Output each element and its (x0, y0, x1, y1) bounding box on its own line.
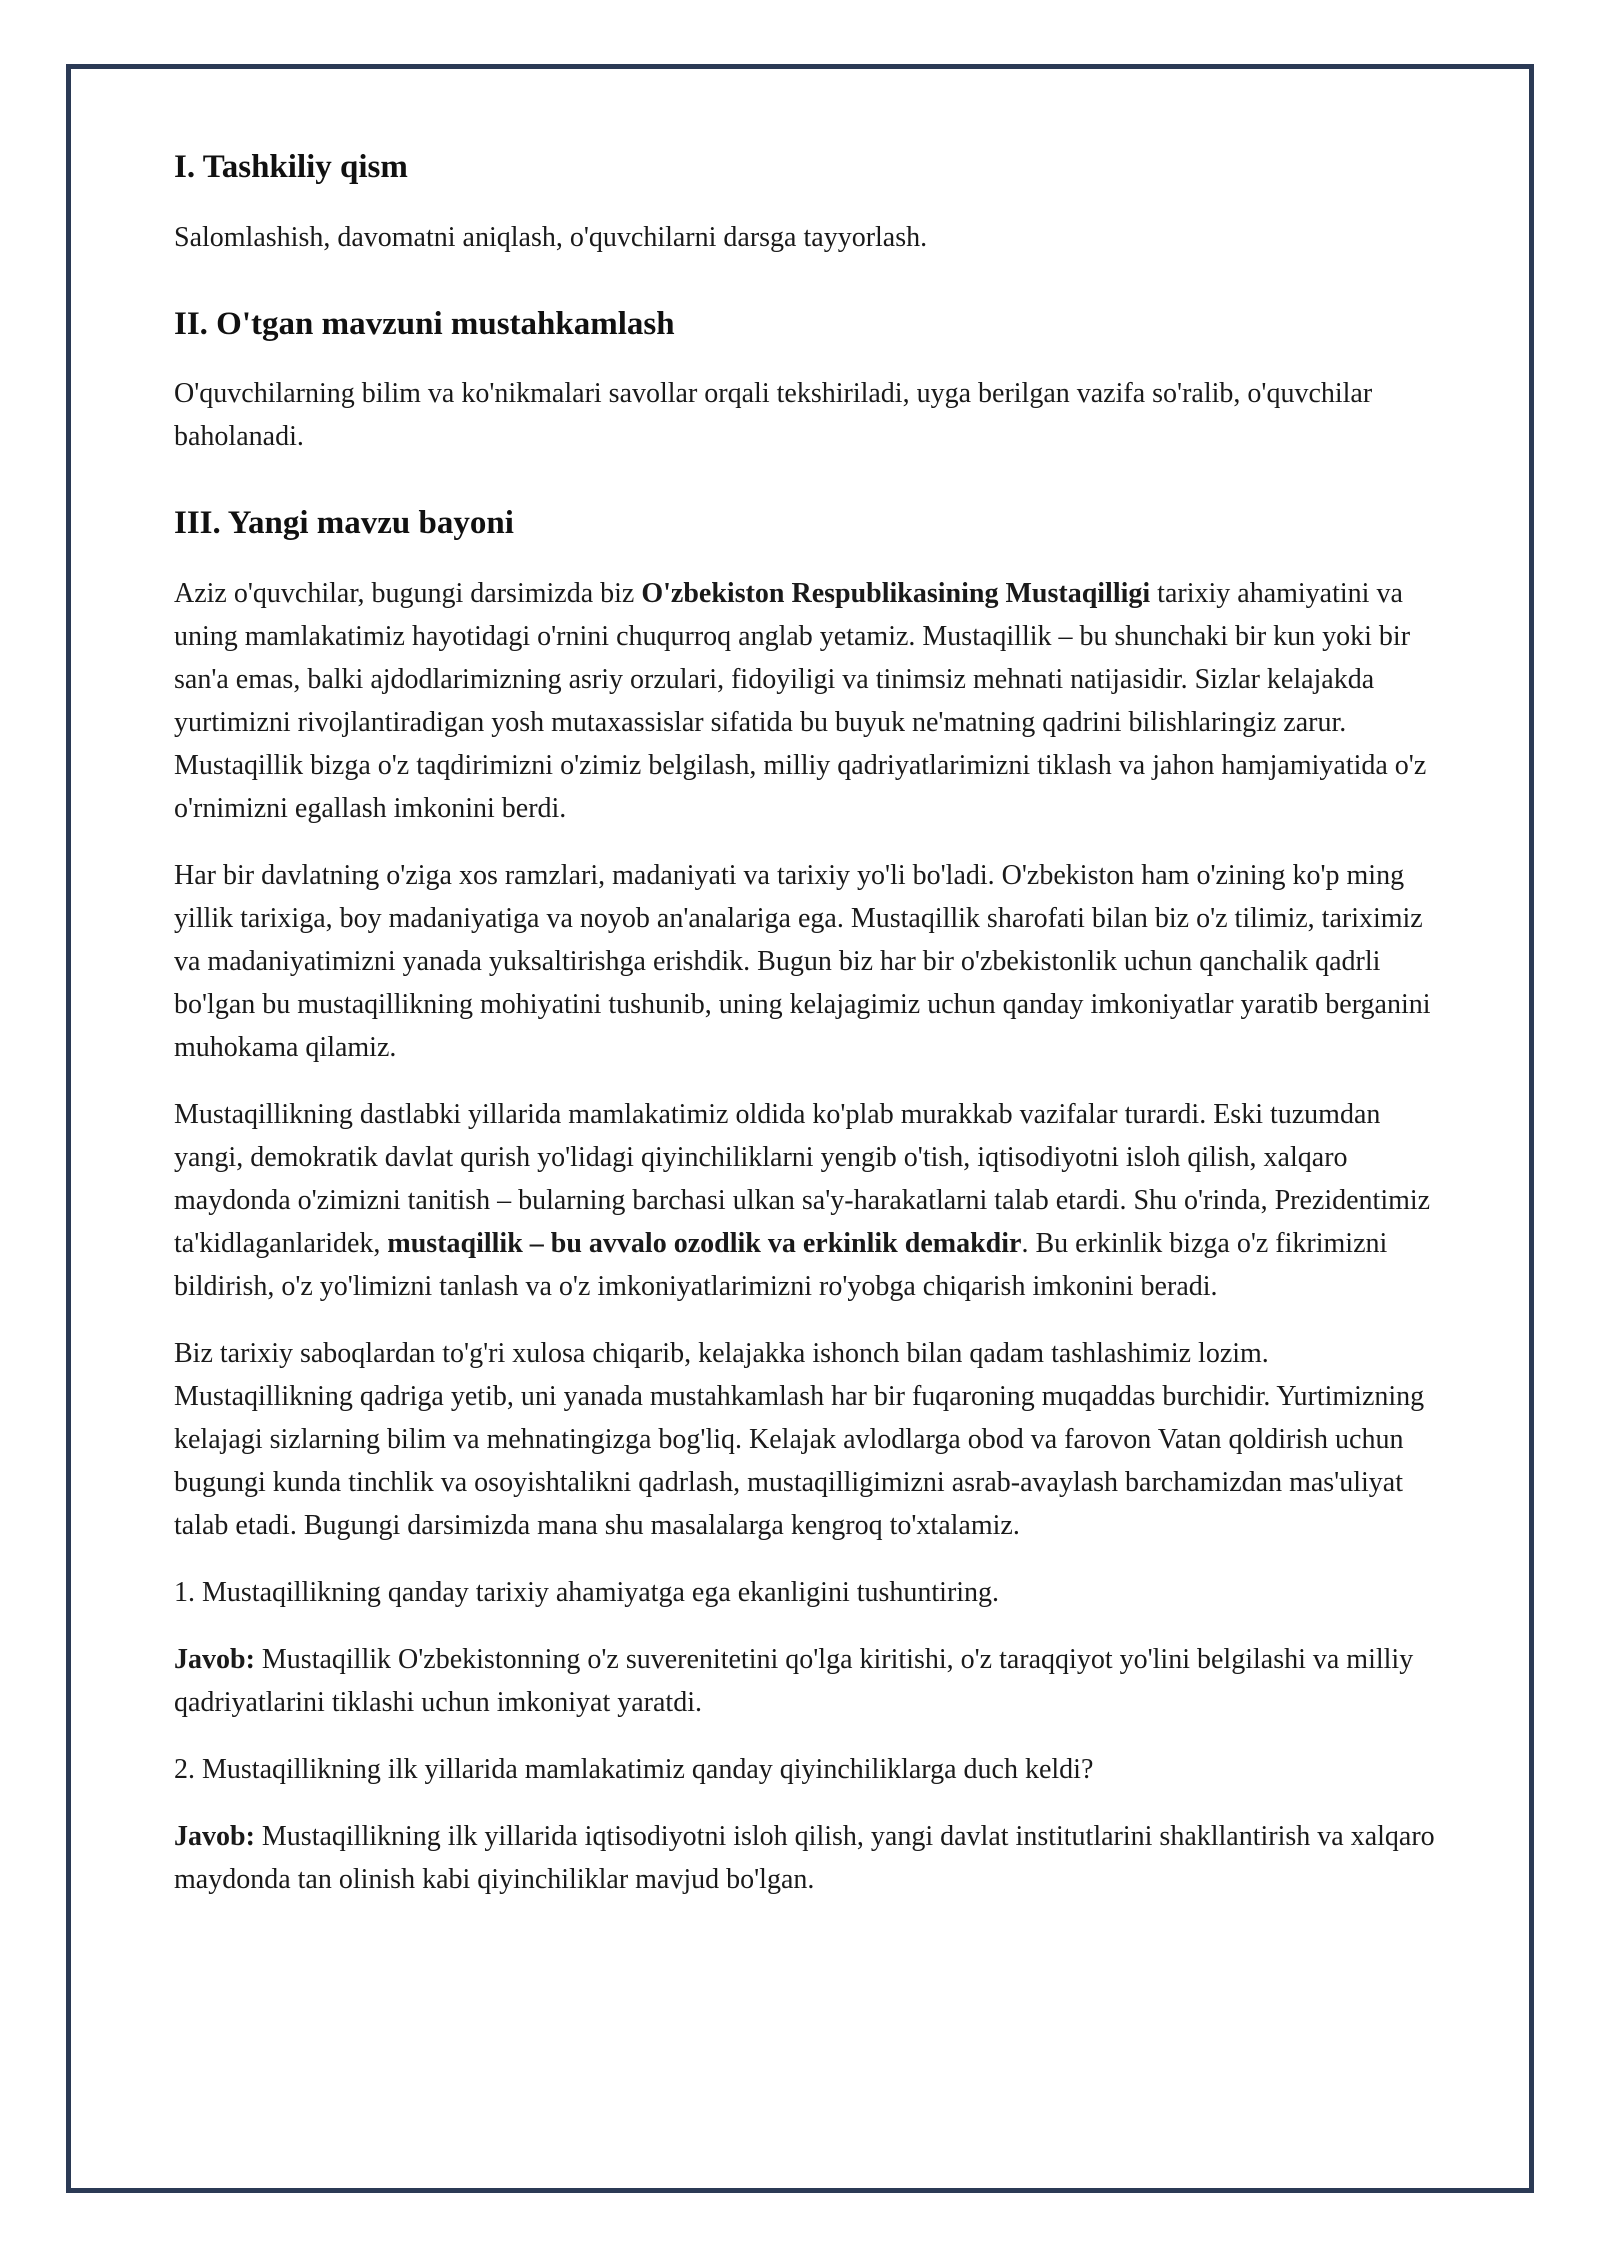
section-heading-new-topic: III. Yangi mavzu bayoni (174, 505, 514, 542)
answer-2 (174, 1815, 1444, 1901)
new-topic-paragraph-2: Har bir davlatning o'ziga xos ramzlari, madaniyati va tarixiy yo'li bo'ladi. O'zbekiston ham o'zining ko'p ming yillik tarixiga, boy madaniyatiga va noyob an'analariga ega. Mustaqillik sharofati bilan biz o'z tilimiz, tariximiz va madaniyatimizni yanada yuksaltirishga erishdik. Bugun biz har bir o'zbekistonlik uchun qanchalik qadrli bo'lgan bu mustaqillikning mohiyatini tushunib, uning kelajagimiz uchun qanday imkoniyatlar yaratib berganini muhokama qilamiz. (174, 859, 1431, 1063)
section-text-review: O'quvchilarning bilim va ko'nikmalari savollar orqali tekshiriladi, uyga berilgan vazifa so'ralib, o'quvchilar baholanadi. (174, 378, 1373, 453)
answer-text: Mustaqillikning ilk yillarida iqtisodiyotni isloh qilish, yangi davlat institutlarini shakllantirish va xalqaro maydonda tan olinish kabi qiyinchiliklar mavjud bo'lgan. (174, 1820, 1435, 1895)
paragraph-text: Mustaqillikning dastlabki yillarida mamlakatimiz oldida ko'plab murakkab vazifalar turardi. Eski tuzumdan yangi, demokratik davlat qurish yo'lidagi qiyinchiliklarni yengib o'tish, iqtisodiyotni isloh qilish, xalqaro maydonda o'zimizni tanitish – bularning barchasi ulkan sa'y-harakatlarni talab etardi. Shu o'rinda, Prezidentimiz ta'kidlaganlaridek, (174, 1098, 1431, 1259)
answer-text: Mustaqillik O'zbekistonning o'z suverenitetini qo'lga kiritishi, o'z taraqqiyot yo'lini belgilashi va milliy qadriyatlarini tiklashi uchun imkoniyat yaratdi. (174, 1643, 1414, 1718)
question-2: 2. Mustaqillikning ilk yillarida mamlakatimiz qanday qiyinchiliklarga duch keldi? (174, 1753, 1094, 1785)
new-topic-paragraph-4: Biz tarixiy saboqlardan to'g'ri xulosa chiqarib, kelajakka ishonch bilan qadam tashlashimiz lozim. Mustaqillikning qadriga yetib, uni yanada mustahkamlash har bir fuqaroning muqaddas burchidir. Yurtimizning kelajagi sizlarning bilim va mehnatingizga bog'liq. Kelajak avlodlarga obod va farovon Vatan qoldirish uchun bugungi kunda tinchlik va osoyishtalikni qadrlash, mustaqilligimizni asrab-avaylash barchamizdan mas'uliyat talab etadi. Bugungi darsimizda mana shu masalalarga kengroq to'xtalamiz. (174, 1337, 1425, 1541)
paragraph-text: tarixiy ahamiyatini va uning mamlakatimiz hayotidagi o'rnini chuqurroq anglab yetamiz. Mustaqillik – bu shunchaki bir kun yoki bir san'a emas, balki ajdodlarimizning asriy orzulari, fidoyiligi va tinimsiz mehnati natijasidir. Sizlar kelajakda yurtimizni rivojlantiradigan yosh mutaxassislar sifatida bu buyuk ne'matning qadrini bilishlaringiz zarur. Mustaqillik bizga o'z taqdirimizni o'zimiz belgilash, milliy qadriyatlarimizni tiklash va jahon hamjamiyatida o'z o'rnimizni egallash imkonini berdi. (174, 577, 1427, 824)
section-text-organizational: Salomlashish, davomatni aniqlash, o'quvchilarni darsga tayyorlash. (174, 221, 928, 253)
section-heading-organizational: I. Tashkiliy qism (174, 149, 408, 185)
new-topic-paragraph-1 (174, 572, 1444, 830)
paragraph-text: . Bu erkinlik bizga o'z fikrimizni bildirish, o'z yo'limizni tanlash va o'z imkoniyatlarimizni ro'yobga chiqarish imkonini beradi. (174, 1227, 1388, 1302)
answer-label: Javob: (174, 1643, 255, 1675)
paragraph-text: Aziz o'quvchilar, bugungi darsimizda biz (174, 577, 642, 609)
bold-phrase: O'zbekiston Respublikasining Mustaqilligi (641, 577, 1151, 609)
question-1: 1. Mustaqillikning qanday tarixiy ahamiyatga ega ekanligini tushuntiring. (174, 1576, 1000, 1608)
new-topic-paragraph-3 (174, 1093, 1444, 1308)
answer-1 (174, 1638, 1444, 1724)
answer-label: Javob: (174, 1820, 255, 1852)
section-heading-review: II. O'tgan mavzuni mustahkamlash (174, 305, 675, 342)
bold-phrase: mustaqillik – bu avvalo ozodlik va erkinlik demakdir (387, 1227, 1022, 1259)
document-body (174, 148, 1444, 1925)
